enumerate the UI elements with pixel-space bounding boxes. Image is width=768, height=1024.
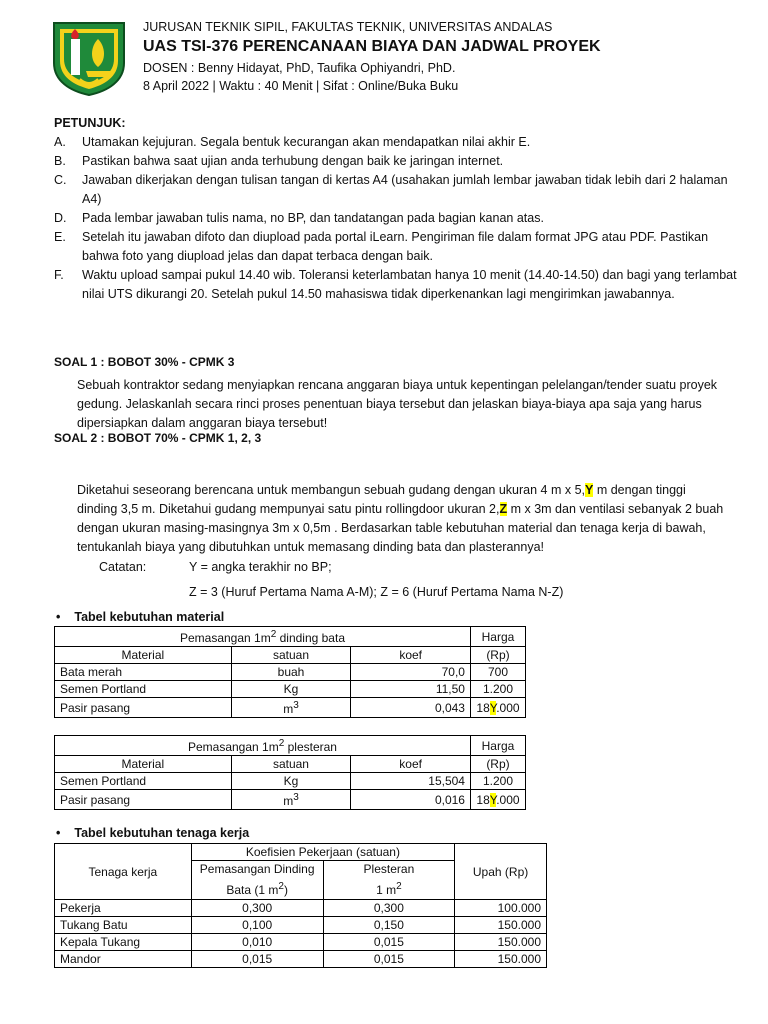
variable-y-highlight: Y (489, 792, 497, 807)
cell-satuan-text: m (283, 702, 294, 716)
header-satuan: satuan (231, 647, 351, 664)
table-row (55, 790, 526, 810)
university-logo (50, 17, 128, 97)
cell-upah: 150.000 (455, 951, 547, 968)
table-title (55, 736, 471, 756)
cell-koef: 0,043 (351, 698, 471, 718)
cell-harga (470, 698, 525, 718)
table-title (55, 627, 471, 647)
header-harga-unit: (Rp) (470, 756, 525, 773)
instruction-marker: C. (54, 173, 67, 187)
header-plesteran (323, 861, 455, 900)
cell-material: Pasir pasang (55, 698, 232, 718)
cell-harga-text: .000 (496, 700, 520, 715)
cell-harga-text: 18 (476, 792, 490, 807)
superscript: 2 (396, 881, 402, 892)
cell-plesteran: 0,015 (323, 951, 455, 968)
cell-material: Semen Portland (55, 773, 232, 790)
bullet-labor-label: Tabel kebutuhan tenaga kerja (74, 826, 250, 840)
bullet-material: • Tabel kebutuhan material (56, 610, 225, 624)
cell-dinding: 0,100 (191, 917, 323, 934)
instruction-marker: A. (54, 135, 66, 149)
cell-upah: 150.000 (455, 917, 547, 934)
superscript: 2 (278, 881, 284, 892)
table-row (55, 664, 526, 681)
note-z: Z = 3 (Huruf Pertama Nama A-M); Z = 6 (Huruf Pertama Nama N-Z) (189, 585, 564, 599)
cell-dinding: 0,010 (191, 934, 323, 951)
variable-z-highlight: Z (499, 502, 508, 516)
cell-tenaga: Mandor (55, 951, 192, 968)
table-title-text: plesteran (284, 740, 337, 754)
cell-tenaga: Tukang Batu (55, 917, 192, 934)
material-table-plesteran (54, 735, 526, 810)
bullet-material-label: Tabel kebutuhan material (74, 610, 225, 624)
cell-satuan (231, 698, 351, 718)
superscript: 3 (293, 700, 299, 711)
cell-plesteran: 0,300 (323, 900, 455, 917)
table-title-text: dinding bata (276, 631, 345, 645)
instruction-text: Waktu upload sampai pukul 14.40 wib. Toleransi keterlambatan hanya 10 menit (14.40-14.50) dan bagi yang terlambat nilai UTS dikurangi 20. Setelah pukul 14.50 mahasiswa tidak diperkenankan lagi mengirimkan jawabannya. (82, 268, 737, 301)
table-row (55, 681, 526, 698)
instruction-marker: B. (54, 154, 66, 168)
instructions-heading: PETUNJUK: (54, 116, 126, 130)
cell-satuan: buah (231, 664, 351, 681)
cell-plesteran: 0,015 (323, 934, 455, 951)
cell-upah: 150.000 (455, 934, 547, 951)
cell-koef: 11,50 (351, 681, 471, 698)
instruction-text: Utamakan kejujuran. Segala bentuk kecurangan akan mendapatkan nilai akhir E. (82, 135, 531, 149)
cell-harga: 1.200 (470, 681, 525, 698)
variable-y-highlight: Y (585, 483, 594, 497)
superscript: 2 (278, 738, 285, 749)
header-plesteran-line1: Plesteran (363, 862, 415, 876)
header-upah: Upah (Rp) (455, 844, 547, 900)
header-harga: Harga (470, 736, 525, 756)
header-dinding-line1: Pemasangan Dinding (199, 862, 315, 876)
soal-2-text-part: Diketahui seseorang berencana untuk membangun sebuah gudang dengan ukuran 4 m x 5, (77, 483, 585, 497)
header-dinding-line2: Bata (1 m (226, 883, 279, 897)
soal-2-text (77, 481, 727, 557)
cell-material: Semen Portland (55, 681, 232, 698)
instruction-text: Setelah itu jawaban difoto dan diupload pada portal iLearn. Pengiriman file dalam format JPG atau PDF. Pastikan bahwa foto yang diupload jelas dan dapat terbaca dengan baik. (82, 230, 709, 263)
cell-material: Pasir pasang (55, 790, 232, 810)
table-title-text: Pemasangan 1m (187, 740, 279, 754)
cell-harga: 700 (470, 664, 525, 681)
table-row (55, 934, 547, 951)
soal-1-text: Sebuah kontraktor sedang menyiapkan rencana anggaran biaya untuk kepentingan pelelangan/tender suatu proyek gedung. Jelaskanlah secara rinci proses penentuan biaya tersebut dan jelaskan biaya-biaya apa saja yang harus dipersiapkan dalam anggaran biaya tersebut! (77, 378, 718, 430)
instruction-text: Pada lembar jawaban tulis nama, no BP, dan tandatangan pada bagian kanan atas. (82, 211, 544, 225)
instruction-item (54, 171, 744, 209)
instruction-item (54, 209, 744, 228)
labor-table (54, 843, 547, 968)
institution-line: JURUSAN TEKNIK SIPIL, FAKULTAS TEKNIK, UNIVERSITAS ANDALAS (143, 20, 553, 34)
superscript: 2 (270, 629, 277, 640)
table-row (55, 698, 526, 718)
instructions-list (54, 133, 744, 304)
instruction-item (54, 228, 744, 266)
soal-2-text-part: m dengan tinggi dinding 3,5 m. Diketahui gudang mempunyai satu pintu rollingdoor ukuran 2, (77, 483, 686, 516)
note-y: Y = angka terakhir no BP; (189, 560, 332, 574)
cell-koef: 0,016 (351, 790, 471, 810)
cell-tenaga: Kepala Tukang (55, 934, 192, 951)
variable-y-highlight: Y (489, 700, 497, 715)
cell-upah: 100.000 (455, 900, 547, 917)
cell-harga (470, 790, 525, 810)
cell-satuan (231, 790, 351, 810)
header-koef: koef (351, 647, 471, 664)
instruction-text: Jawaban dikerjakan dengan tulisan tangan di kertas A4 (usahakan jumlah lembar jawaban tidak lebih dari 2 halaman A4) (82, 173, 728, 206)
header-material: Material (55, 647, 232, 664)
note-label: Catatan: (99, 560, 147, 574)
instruction-item (54, 266, 744, 304)
instruction-item (54, 152, 744, 171)
header-tenaga-kerja: Tenaga kerja (55, 844, 192, 900)
cell-material: Bata merah (55, 664, 232, 681)
lecturers-line: DOSEN : Benny Hidayat, PhD, Taufika Ophiyandri, PhD. (143, 61, 456, 75)
instruction-marker: F. (54, 268, 64, 282)
soal-1-heading: SOAL 1 : BOBOT 30% - CPMK 3 (54, 355, 235, 369)
bullet-labor: • Tabel kebutuhan tenaga kerja (56, 826, 250, 840)
header-satuan: satuan (231, 756, 351, 773)
cell-koef: 70,0 (351, 664, 471, 681)
cell-satuan: Kg (231, 773, 351, 790)
instruction-marker: E. (54, 230, 66, 244)
cell-dinding: 0,300 (191, 900, 323, 917)
header-koefisien: Koefisien Pekerjaan (satuan) (191, 844, 454, 861)
cell-dinding: 0,015 (191, 951, 323, 968)
superscript: 3 (293, 792, 299, 803)
instruction-text: Pastikan bahwa saat ujian anda terhubung dengan baik ke jaringan internet. (82, 154, 504, 168)
cell-harga: 1.200 (470, 773, 525, 790)
material-table-bata (54, 626, 526, 718)
exam-title: UAS TSI-376 PERENCANAAN BIAYA DAN JADWAL PROYEK (143, 38, 601, 55)
cell-koef: 15,504 (351, 773, 471, 790)
soal-2-text-part: m x 3m dan ventilasi sebanyak 2 buah dengan ukuran masing-masingnya 3m x 0,5m . Berdasarkan table kebutuhan material dan tenaga kerja di bawah, tentukanlah biaya yang dibutuhkan untuk memasang dinding bata dan plasterannya! (77, 502, 724, 554)
header-harga-unit: (Rp) (470, 647, 525, 664)
instruction-item (54, 133, 744, 152)
header-material: Material (55, 756, 232, 773)
header-harga: Harga (470, 627, 525, 647)
cell-harga-text: 18 (476, 700, 490, 715)
exam-details-line: 8 April 2022 | Waktu : 40 Menit | Sifat : Online/Buka Buku (143, 79, 459, 93)
instruction-marker: D. (54, 211, 67, 225)
cell-tenaga: Pekerja (55, 900, 192, 917)
header-koef: koef (351, 756, 471, 773)
table-row (55, 773, 526, 790)
cell-satuan: Kg (231, 681, 351, 698)
cell-satuan-text: m (283, 794, 294, 808)
table-row (55, 917, 547, 934)
table-row (55, 900, 547, 917)
cell-harga-text: .000 (496, 792, 520, 807)
table-title-text: Pemasangan 1m (179, 631, 271, 645)
cell-plesteran: 0,150 (323, 917, 455, 934)
header-dinding: Pemasangan Dinding Bata (1 $m^2$) (191, 861, 323, 900)
soal-2-heading: SOAL 2 : BOBOT 70% - CPMK 1, 2, 3 (54, 431, 262, 445)
table-row (55, 951, 547, 968)
header-plesteran-line2: 1 m (376, 883, 397, 897)
